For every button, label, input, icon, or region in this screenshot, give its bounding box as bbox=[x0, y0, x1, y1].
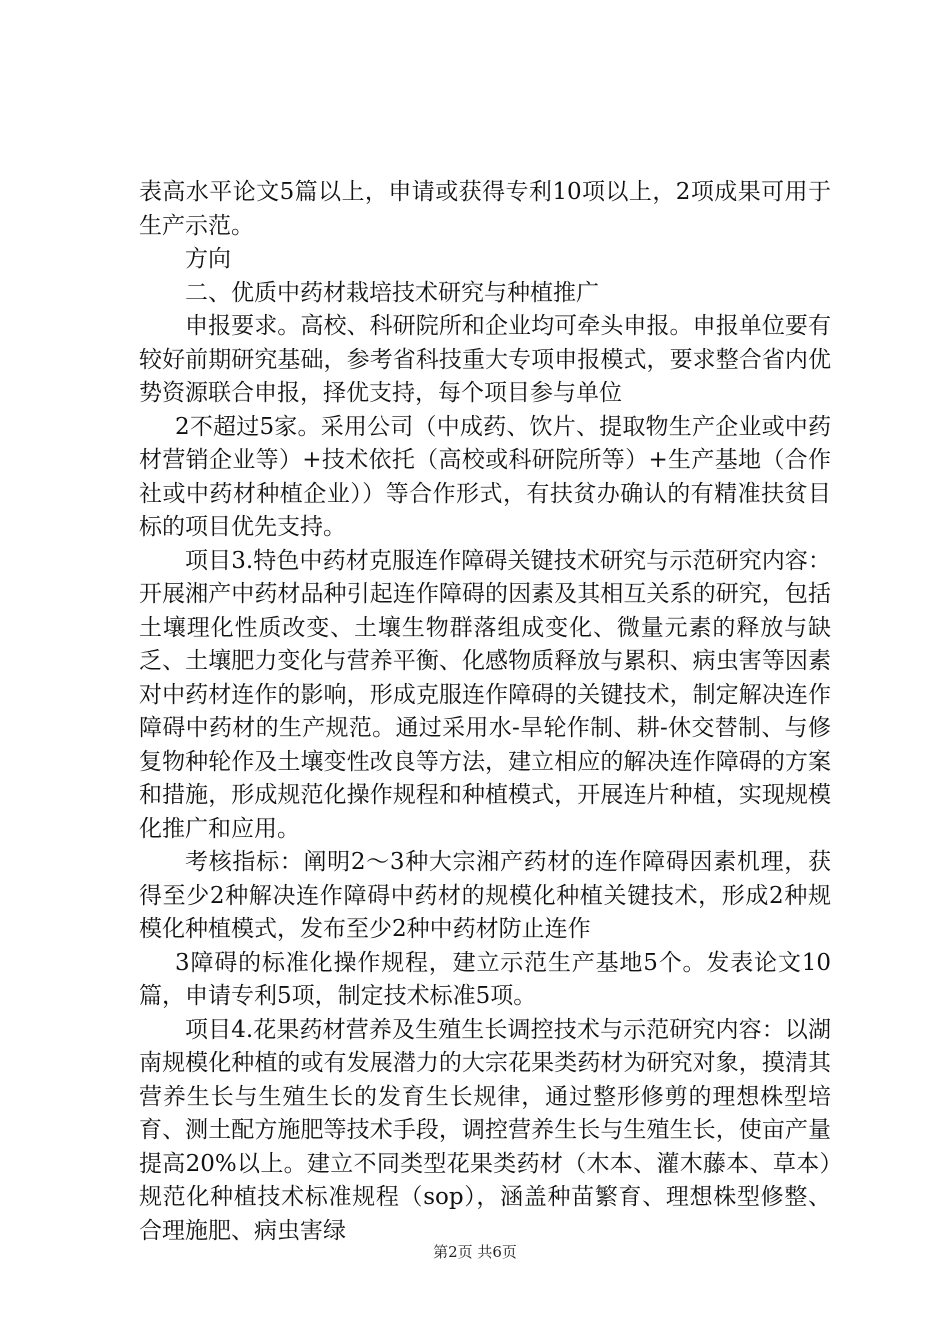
paragraph-4: 2不超过5家。采用公司（中成药、饮片、提取物生产企业或中药材营销企业等）+技术依托（高校或科研院所等）+生产基地（合作社或中药材种植企业））等合作形式，有扶贫办确认的有精准扶贫目标的项目优先支持。 bbox=[139, 413, 831, 540]
paragraph-5: 项目3.特色中药材克服连作障碍关键技术研究与示范研究内容：开展湘产中药材品种引起连作障碍的因素及其相互关系的研究，包括土壤理化性质改变、土壤生物群落组成变化、微量元素的释放与缺乏、土壤肥力变化与营养平衡、化感物质释放与累积、病虫害等因素对中药材连作的影响，形成克服连作障碍的关键技术，制定解决连作障碍中药材的生产规范。通过采用水-旱轮作制、耕-休交替制、与修复物种轮作及土壤变性改良等方法，建立相应的解决连作障碍的方案和措施，形成规范化操作规程和种植模式，开展连片种植，实现规模化推广和应用。 bbox=[139, 547, 831, 842]
document-body bbox=[139, 176, 831, 1248]
paragraph-2: 方向 bbox=[185, 246, 231, 272]
paragraph-3: 申报要求。高校、科研院所和企业均可牵头申报。申报单位要有较好前期研究基础，参考省科技重大专项申报模式，要求整合省内优势资源联合申报，择优支持，每个项目参与单位 bbox=[139, 313, 831, 406]
paragraph-7: 3障碍的标准化操作规程，建立示范生产基地5个。发表论文10篇，申请专利5项，制定技术标准5项。 bbox=[139, 949, 831, 1009]
page-footer: 第2页 共6页 bbox=[433, 1243, 517, 1261]
paragraph-6: 考核指标：阐明2～3种大宗湘产药材的连作障碍因素机理，获得至少2种解决连作障碍中药材的规模化种植关键技术，形成2种规模化种植模式，发布至少2种中药材防止连作 bbox=[139, 849, 831, 942]
paragraph-1: 表高水平论文5篇以上，申请或获得专利10项以上，2项成果可用于生产示范。 bbox=[139, 179, 831, 239]
paragraph-8: 项目4.花果药材营养及生殖生长调控技术与示范研究内容：以湖南规模化种植的或有发展潜力的大宗花果类药材为研究对象，摸清其营养生长与生殖生长的发育生长规律，通过整形修剪的理想株型培育、测土配方施肥等技术手段，调控营养生长与生殖生长，使亩产量提高20%以上。建立不同类型花果类药材（木本、灌木藤本、草本）规范化种植技术标准规程（sop），涵盖种苗繁育、理想株型修整、合理施肥、病虫害绿 bbox=[139, 1016, 831, 1244]
section-heading: 二、优质中药材栽培技术研究与种植推广 bbox=[185, 279, 599, 306]
